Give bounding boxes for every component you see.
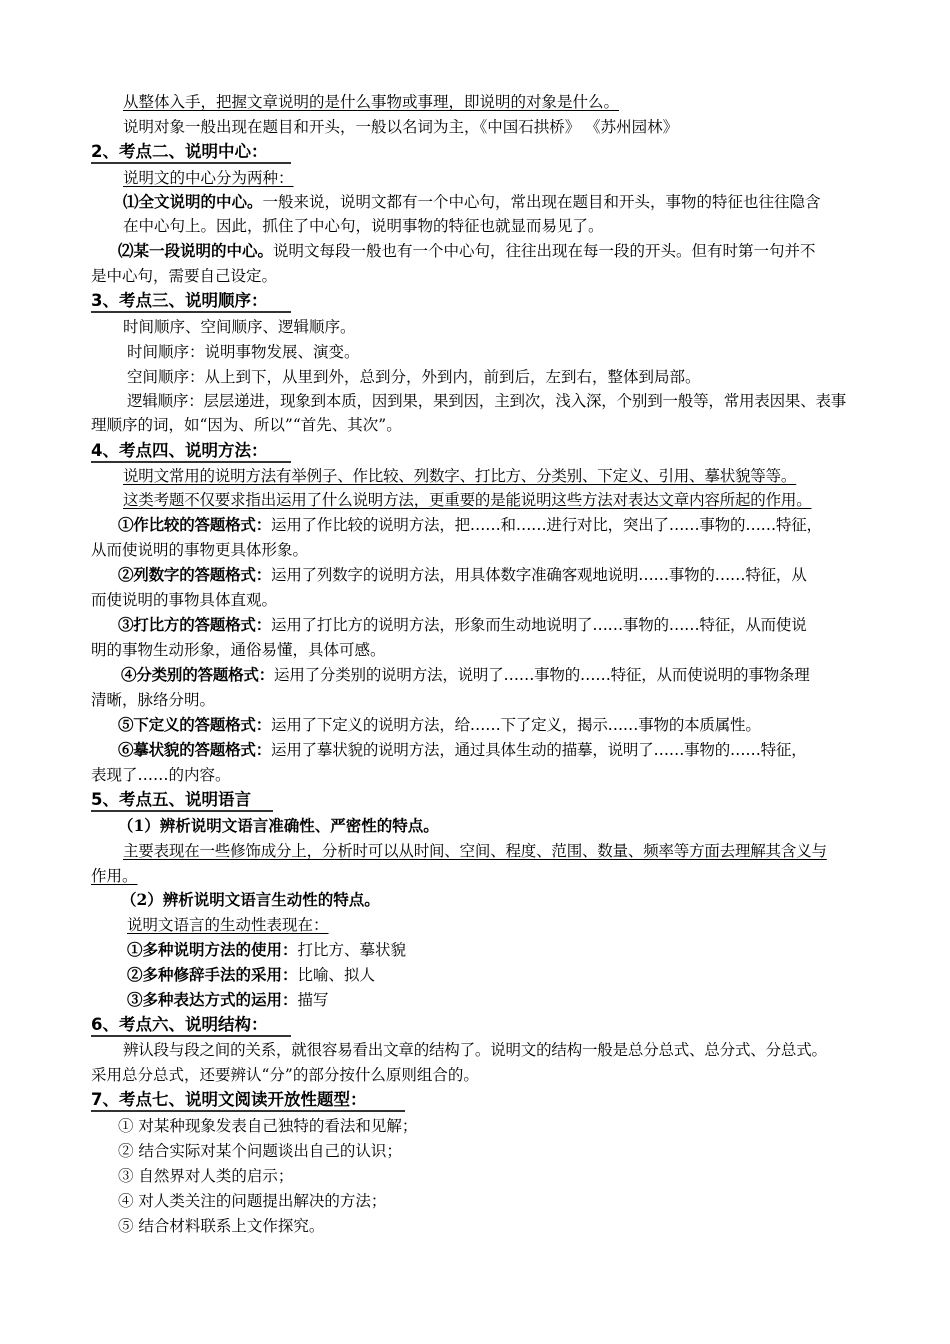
method-1-text: 运用了作比较的说明方法，把……和……进行对比，突出了……事物的……特征，: [271, 516, 822, 534]
method-6-lead: ⑥摹状貌的答题格式：: [118, 740, 272, 759]
method-3-cont: 明的事物生动形象，通俗易懂，具体可感。: [91, 641, 386, 659]
item-1-lead: ①多种说明方法的使用：: [127, 940, 298, 959]
open-question-item: ② 结合实际对某个问题谈出自己的认识；: [118, 1142, 402, 1160]
method-1: [118, 515, 822, 535]
section-4-underline-2: 这类考题不仅要求指出运用了什么说明方法，更重要的是能说明这些方法对表达文章内容所起的作用。: [123, 491, 812, 509]
section-6-heading-rule: [91, 1035, 291, 1037]
section-4-heading: 4、考点四、说明方法：: [91, 441, 268, 460]
method-4-lead: ④分类别的答题格式：: [121, 665, 275, 684]
section-5-underline-1: 主要表现在一些修饰成分上，分析时可以从时间、空间、程度、范围、数量、频率等方面去理解其含义与: [123, 842, 827, 860]
open-question-item: ⑤ 结合材料联系上文作探究。: [118, 1217, 325, 1235]
section-3-line-5: 理顺序的词，如“因为、所以”“首先、其次”。: [91, 416, 402, 434]
open-question-item: ① 对某种现象发表自己独特的看法和见解；: [118, 1117, 418, 1135]
item-2-lead: ②多种修辞手法的采用：: [127, 965, 298, 984]
item-3-text: 描写: [297, 991, 329, 1009]
section-2-heading: 2、考点二、说明中心：: [91, 142, 268, 161]
section-2-heading-rule: [91, 162, 291, 164]
section-5-subheading-1: （1）辨析说明文语言准确性、严密性的特点。: [118, 816, 439, 835]
method-2: [118, 565, 807, 585]
section-6-line-1: 辨认段与段之间的关系，就很容易看出文章的结构了。说明文的结构一般是总分总式、总分式、分总式。: [123, 1041, 827, 1059]
section-3-line-2: 时间顺序：说明事物发展、演变。: [127, 343, 360, 361]
item-3-lead: ③多种表达方式的运用：: [127, 990, 298, 1009]
section-6-heading: 6、考点六、说明结构：: [91, 1015, 268, 1034]
method-2-cont: 而使说明的事物具体直观。: [91, 591, 278, 609]
open-question-item: ④ 对人类关注的问题提出解决的方法；: [118, 1192, 387, 1210]
section-5-underline-1-cont: 作用。: [91, 867, 138, 885]
method-2-lead: ②列数字的答题格式：: [118, 565, 272, 584]
section-5-heading-rule: [91, 810, 273, 812]
section-5-subheading-2: （2）辨析说明文语言生动性的特点。: [121, 890, 380, 909]
para-2-text: 说明文每段一般也有一个中心句，往往出现在每一段的开头。但有时第一句并不: [273, 242, 816, 260]
section-3-line-4: 逻辑顺序：层层递进，现象到本质，因到果，果到因，主到次，浅入深，个别到一般等，常用表因果、表事: [127, 392, 847, 410]
intro-line-1: 从整体入手，把握文章说明的是什么事物或事理，即说明的对象是什么。: [123, 93, 620, 111]
section-3-heading: 3、考点三、说明顺序：: [91, 291, 268, 310]
section-4-underline-1: 说明文常用的说明方法有举例子、作比较、列数字、打比方、分类别、下定义、引用、摹状貌等等。: [123, 467, 797, 485]
intro-line-2: 说明对象一般出现在题目和开头，一般以名词为主，《中国石拱桥》 《苏州园林》: [123, 118, 679, 136]
method-4: [121, 665, 810, 685]
method-6-cont: 表现了……的内容。: [91, 766, 231, 784]
section-3-heading-rule: [91, 311, 291, 313]
method-5-text: 运用了下定义的说明方法，给……下了定义，揭示……事物的本质属性。: [271, 716, 761, 734]
section-2-para-2-cont: 是中心句，需要自己设定。: [91, 267, 278, 285]
para-2-lead: ⑵某一段说明的中心。: [118, 241, 274, 260]
section-2-subtitle: 说明文的中心分为两种：: [123, 169, 294, 187]
method-5: [118, 715, 761, 735]
para-1-lead: ⑴全文说明的中心。: [123, 192, 263, 211]
section-5-heading: 5、考点五、说明语言: [91, 790, 251, 809]
section-5-item-1: [127, 940, 406, 960]
section-5-underline-2: 说明文语言的生动性表现在：: [127, 916, 329, 934]
method-2-text: 运用了列数字的说明方法，用具体数字准确客观地说明……事物的……特征，从: [271, 566, 807, 584]
method-5-lead: ⑤下定义的答题格式：: [118, 715, 272, 734]
section-5-item-3: [127, 990, 329, 1010]
section-5-item-2: [127, 965, 375, 985]
method-4-cont: 清晰，脉络分明。: [91, 691, 216, 709]
method-6: [118, 740, 807, 760]
item-1-text: 打比方、摹状貌: [297, 941, 407, 959]
method-1-lead: ①作比较的答题格式：: [118, 515, 272, 534]
section-6-line-2: 采用总分总式，还要辨认“分”的部分按什么原则组合的。: [91, 1066, 479, 1084]
section-2-para-1: [123, 192, 821, 212]
section-4-heading-rule: [91, 461, 291, 463]
para-1-text: 一般来说，说明文都有一个中心句，常出现在题目和开头，事物的特征也往往隐含: [262, 193, 821, 211]
method-1-cont: 从而使说明的事物更具体形象。: [91, 541, 309, 559]
section-2-para-2: [118, 241, 816, 261]
item-2-text: 比喻、拟人: [297, 966, 376, 984]
open-question-item: ③ 自然界对人类的启示；: [118, 1167, 294, 1185]
method-3-text: 运用了打比方的说明方法，形象而生动地说明了……事物的……特征，从而使说: [271, 616, 807, 634]
section-7-heading-rule: [91, 1110, 405, 1112]
method-4-text: 运用了分类别的说明方法，说明了……事物的……特征，从而使说明的事物条理: [274, 666, 810, 684]
section-3-line-1: 时间顺序、空间顺序、逻辑顺序。: [123, 318, 356, 336]
method-3-lead: ③打比方的答题格式：: [118, 615, 272, 634]
section-7-heading: 7、考点七、说明文阅读开放性题型：: [91, 1090, 367, 1109]
section-3-line-3: 空间顺序：从上到下，从里到外，总到分，外到内，前到后，左到右，整体到局部。: [127, 368, 701, 386]
section-2-para-1-cont: 在中心句上。因此，抓住了中心句，说明事物的特征也就显而易见了。: [123, 217, 604, 235]
method-3: [118, 615, 807, 635]
method-6-text: 运用了摹状貌的说明方法，通过具体生动的描摹，说明了……事物的……特征，: [271, 741, 807, 759]
